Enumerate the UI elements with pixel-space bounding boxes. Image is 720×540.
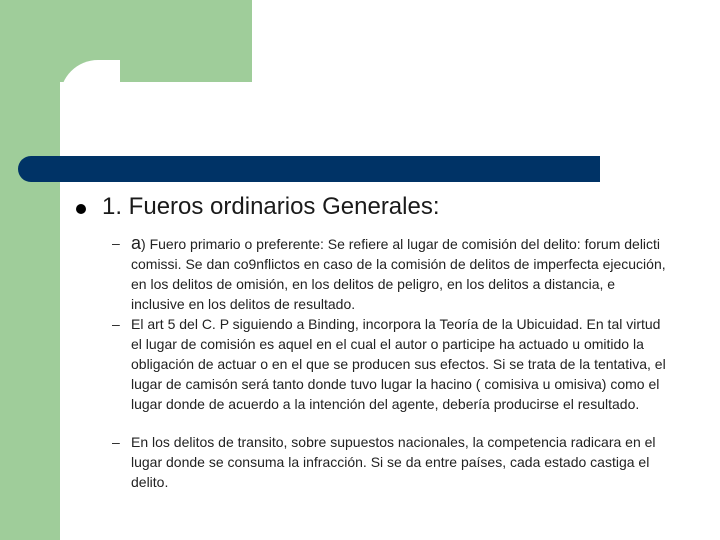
bullet-dot-icon: [76, 204, 86, 214]
main-point-heading: 1. Fueros ordinarios Generales:: [102, 193, 440, 220]
green-left-band: [0, 0, 60, 540]
sub-point-body: ) Fuero primario o preferente: Se refiere al lugar de comisión del delito: forum delicti comissi. Se dan co9nflictos en caso de la comisión de delitos de imperfecta ejecución, en los delitos de omisión, en los delitos de peligro, en los delitos a distancia, e inclusive en los delitos de resultado.: [131, 236, 666, 312]
sub-point-lead-letter: a: [131, 233, 142, 253]
sub-point-a: [112, 233, 672, 314]
sub-point-ubicuidad: [112, 314, 672, 414]
title-bar: [18, 156, 600, 182]
dash-bullet-icon: –: [112, 316, 120, 332]
sub-point-text: [131, 233, 666, 314]
dash-bullet-icon: –: [112, 235, 120, 251]
sub-point-transito: [112, 432, 672, 492]
sub-point-body: En los delitos de transito, sobre supuestos nacionales, la competencia radicara en el lugar donde se consuma la infracción. Si se da entre países, cada estado castiga el delito.: [131, 434, 656, 490]
dash-bullet-icon: –: [112, 434, 120, 450]
sub-point-body: El art 5 del C. P siguiendo a Binding, incorpora la Teoría de la Ubicuidad. En tal virtud el lugar de comisión es aquel en el cual el autor o participe ha actuado u omitido la obligación de actuar o en el que se producen sus efectos. Si se trata de la tentativa, el lugar de camisón será tanto donde tuvo lugar la hacino ( comisiva u omisiva) como el lugar donde de acuerdo a la intención del agente, debería producirse el resultado.: [131, 316, 666, 412]
